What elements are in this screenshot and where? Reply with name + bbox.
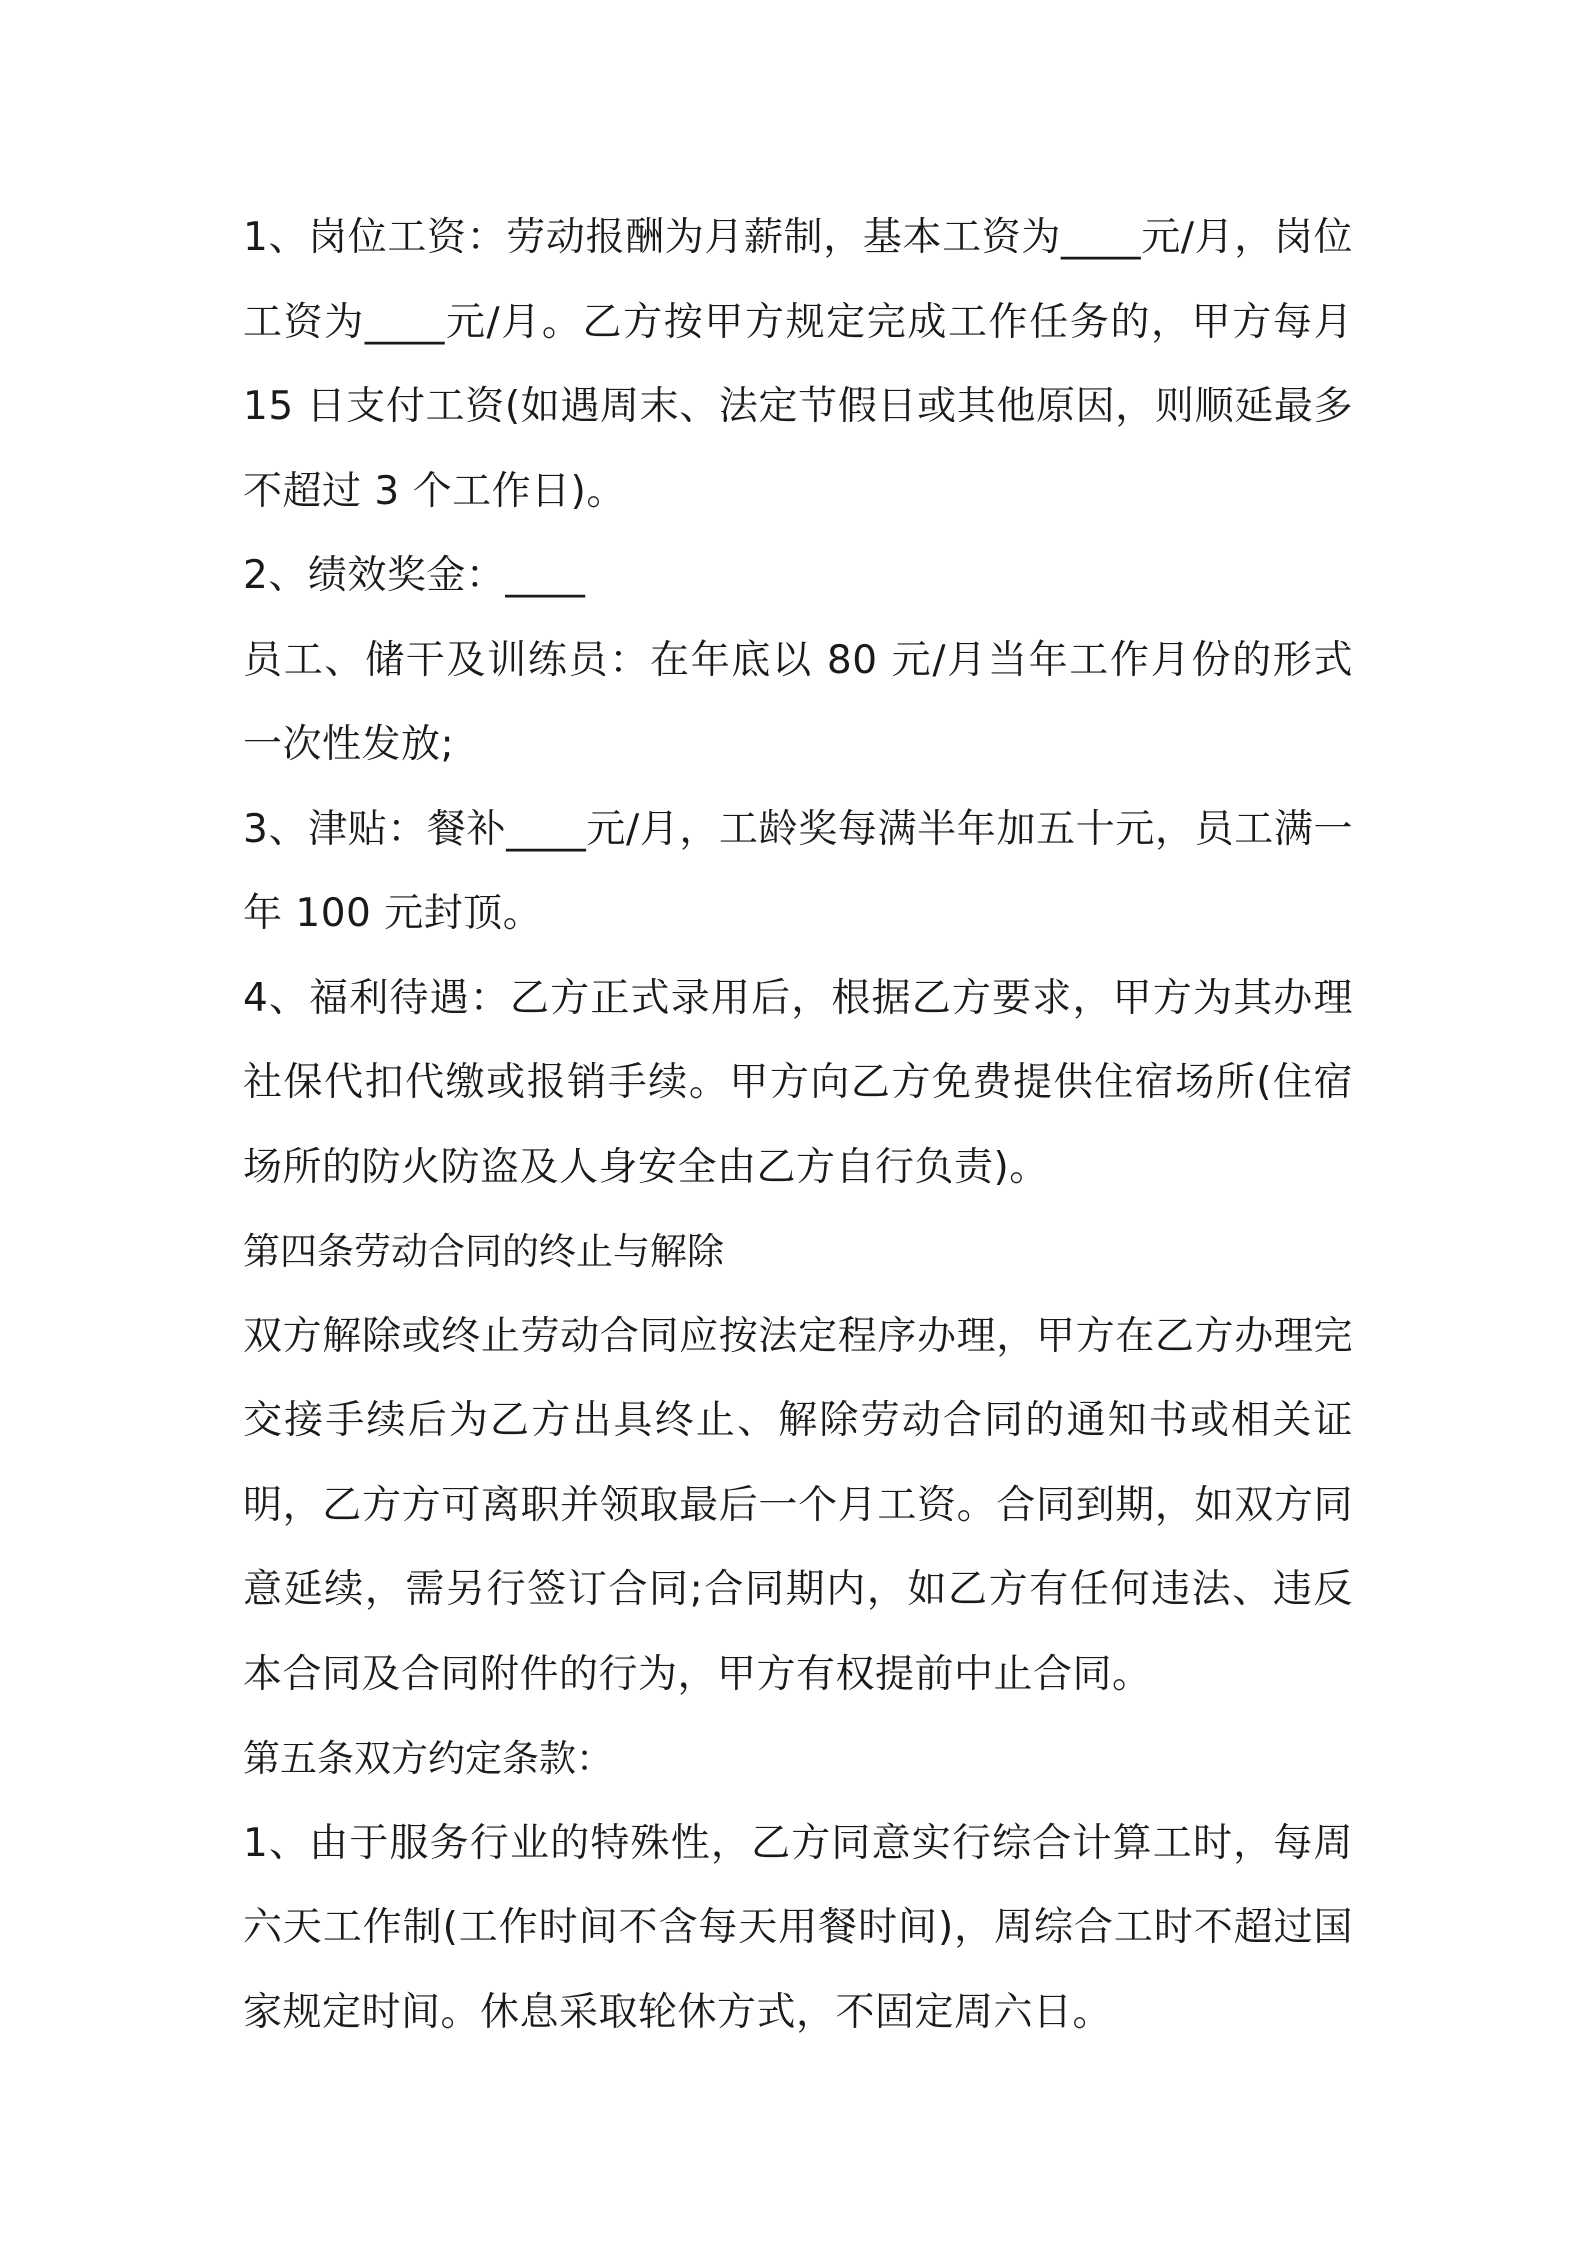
paragraph-performance-bonus: 2、绩效奖金：____ <box>243 553 586 598</box>
paragraph-post-salary: 1、岗位工资：劳动报酬为月薪制，基本工资为____元/月，岗位工资为____元/月。乙方按甲方规定完成工作任务的，甲方每月 15 日支付工资(如遇周末、法定节假日或其他原因，则顺延最多不超过 3 个工作日)。 <box>243 215 1353 514</box>
paragraph-termination: 双方解除或终止劳动合同应按法定程序办理，甲方在乙方办理完交接手续后为乙方出具终止、解除劳动合同的通知书或相关证明，乙方方可离职并领取最后一个月工资。合同到期，如双方同意延续，需另行签订合同;合同期内，如乙方有任何违法、违反本合同及合同附件的行为，甲方有权提前中止合同。 <box>243 1313 1353 1697</box>
paragraph-staff-bonus: 员工、储干及训练员：在年底以 80 元/月当年工作月份的形式一次性发放; <box>243 637 1353 767</box>
paragraph-benefits: 4、福利待遇：乙方正式录用后，根据乙方要求，甲方为其办理社保代扣代缴或报销手续。甲方向乙方免费提供住宿场所(住宿场所的防火防盗及人身安全由乙方自行负责)。 <box>243 975 1353 1190</box>
section-heading-article-5: 第五条双方约定条款： <box>243 1737 613 1780</box>
paragraph-allowance: 3、津贴：餐补____元/月，工龄奖每满半年加五十元，员工满一年 100 元封顶。 <box>243 806 1353 936</box>
paragraph-working-hours: 1、由于服务行业的特殊性，乙方同意实行综合计算工时，每周六天工作制(工作时间不含每天用餐时间)，周综合工时不超过国家规定时间。休息采取轮休方式，不固定周六日。 <box>243 1820 1353 2035</box>
section-heading-article-4: 第四条劳动合同的终止与解除 <box>243 1230 724 1273</box>
document-body <box>243 196 1353 2055</box>
